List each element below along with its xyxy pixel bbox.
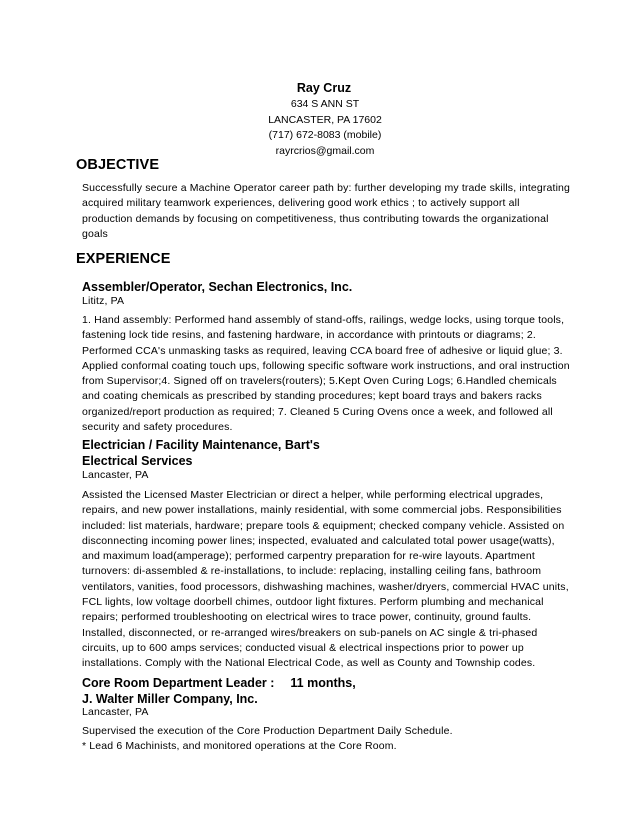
job-description-electrician: Assisted the Licensed Master Electrician or direct a helper, while performing electrical upgrades, repairs, and new power installations, mainly residential, with some commercial jobs. Responsibilities included: list materials, hardware; prepare tools & equipment; checked company vehicle. Assisted on disconnecting incoming power lines; inspected, evaluated and calculated total power usage(watts), and maximum load(amperage); performed carpentry preparation for re-wire layouts. Apartment turnovers: di-assembled & re-installations, to include: replacing, installing ceiling fans, bathroom ventilators, vanities, food processors, dishwashing machines, washer/dryers, commercial HVAC units, FCL lights, low voltage doorbell chimes, outdoor light fixtures. Perform plumbing and mechanical repairs; performed troubleshooting on electrical wires to trace power, continuity, ground faults. Installed, disconnected, or re-arranged wires/breakers on sub-panels on AC single & tri-phased circuits, up to 600 amps services; conducted visual & electrical inspections prior to power up installations. Comply with the National Electrical Code, as well as County and Township codes.: [82, 489, 569, 670]
job-title-assembler: Assembler/Operator, Sechan Electronics, Inc.: [82, 280, 353, 294]
address-line-2: LANCASTER, PA 17602: [268, 113, 382, 126]
job-title-electrician-line-2: Electrical Services: [82, 454, 193, 468]
objective-text: Successfully secure a Machine Operator career path by: further developing my trade skills, integrating acquired military teamwork experiences, delivering good work ethics ; to actively support all production demands by focusing on competitiveness, thus contributing towards the organizational goals: [82, 182, 571, 240]
job-location-electrician: Lancaster, PA: [82, 469, 149, 481]
job-title-core-room-role: Core Room Department Leader :: [82, 676, 275, 690]
job-description-core-room-line-2: * Lead 6 Machinists, and monitored operations at the Core Room.: [82, 740, 397, 753]
job-description-core-room-line-1: Supervised the execution of the Core Production Department Daily Schedule.: [82, 725, 453, 737]
contact-header: [0, 80, 638, 159]
experience-heading: EXPERIENCE: [76, 251, 171, 267]
job-description-core-room: [82, 724, 572, 755]
job-title-electrician: [82, 437, 562, 469]
job-title-electrician-line-1: Electrician / Facility Maintenance, Bart's: [82, 438, 320, 452]
address-line-1: 634 S ANN ST: [290, 98, 360, 110]
job-title-core-room-line-1: [82, 675, 562, 691]
job-location-core-room: Lancaster, PA: [82, 706, 149, 718]
job-location-assembler: Lititz, PA: [82, 295, 125, 307]
job-title-core-room: [82, 675, 562, 707]
job-description-assembler: 1. Hand assembly: Performed hand assembly of stand-offs, railings, wedge locks, using torque tools, fastening lock tide resins, and fastening hardware, in accordance with printouts or diagrams; 2. Performed CCA's unmasking tasks as required, leaving CCA board free of adhesive or liquid glue; 3. Applied conformal coating touch ups, following specific software work instructions, and oral instruction from Supervisor;4. Signed off on travelers(routers); 5.Kept Oven Curing Logs; 6.Handled chemicals and coating chemicals as prescribed by standing procedures; kept board trays and bakers racks organized/report production as required; 7. Cleaned 5 Curing Ovens once a week, and followed all security and safety procedures.: [82, 314, 570, 434]
job-title-core-room-line-2: J. Walter Miller Company, Inc.: [82, 692, 258, 706]
candidate-name: Ray Cruz: [296, 81, 352, 95]
phone-number: (717) 672-8083 (mobile): [268, 129, 382, 141]
objective-heading: OBJECTIVE: [76, 157, 160, 173]
job-duration-core-room: 11 months,: [290, 676, 356, 690]
email-address: rayrcrios@gmail.com: [275, 144, 375, 157]
